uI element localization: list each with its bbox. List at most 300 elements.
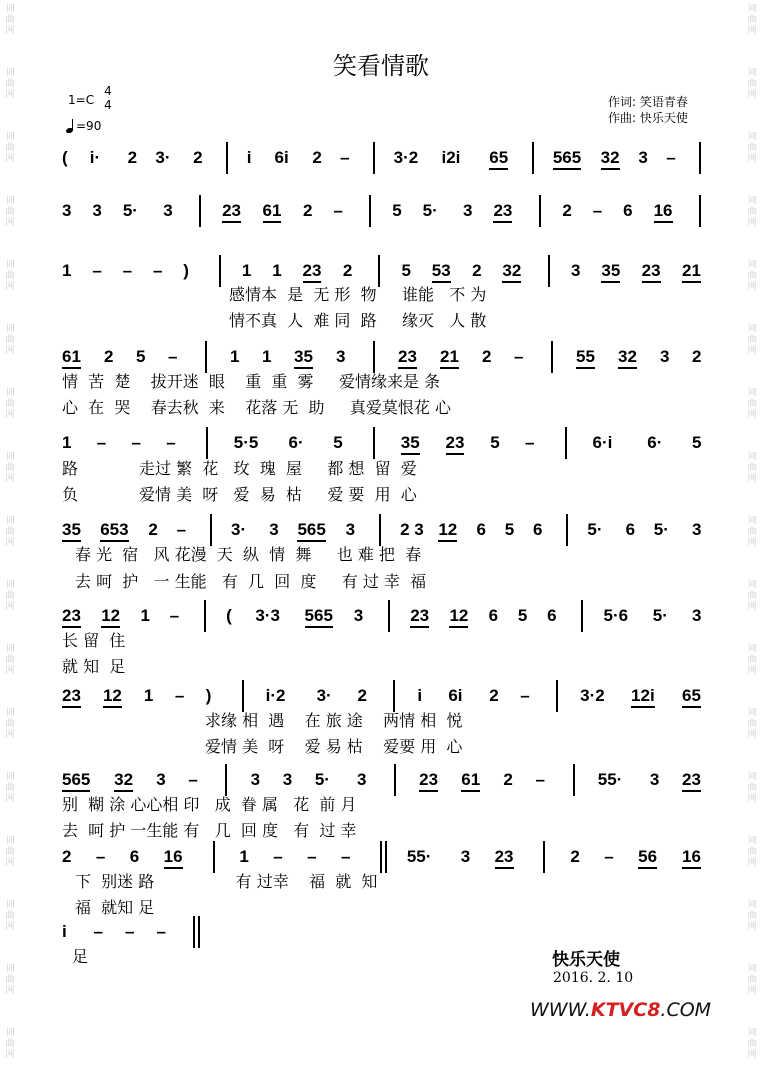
lyric-line: 去 呵 护 一生能 有 几 回 度 有 过 幸: [62, 821, 357, 840]
watermark-char: 网: [5, 666, 15, 676]
watermark-char: 网: [5, 154, 15, 164]
note: 5: [136, 347, 146, 366]
note: 6: [129, 847, 140, 866]
watermark-char: 曲: [747, 463, 757, 473]
note: 5: [392, 201, 402, 220]
note: i·2: [265, 686, 286, 705]
note: 1: [262, 347, 272, 366]
note: 2: [193, 148, 203, 167]
watermark-char: 曲: [747, 1039, 757, 1049]
note: –: [174, 686, 185, 705]
note: 3: [336, 347, 346, 366]
note: 3·: [155, 148, 171, 167]
watermark-char: 网: [5, 858, 15, 868]
watermark-char: 网: [5, 730, 15, 740]
bar-line: [548, 255, 550, 287]
note: 23: [62, 686, 81, 708]
watermark-char: 曲: [5, 719, 15, 729]
bar-line: [205, 341, 207, 373]
watermark-char: 词: [5, 260, 15, 270]
note: 1: [62, 433, 72, 452]
note: 16: [164, 847, 183, 869]
bar-line: [373, 341, 375, 373]
note: 35: [294, 347, 313, 369]
watermark-char: 曲: [5, 207, 15, 217]
watermark-char: 曲: [747, 271, 757, 281]
bar-line: [210, 514, 212, 546]
note: 3: [692, 520, 702, 539]
lyricist-credit: 作词: 笑语青春: [608, 95, 688, 109]
watermark-char: 网: [5, 90, 15, 100]
watermark-char: 词: [5, 516, 15, 526]
signature: 快乐天使: [552, 950, 620, 970]
watermark-char: 网: [747, 282, 757, 292]
note: 6: [623, 201, 633, 220]
note: –: [340, 148, 350, 167]
note: 55: [576, 347, 595, 369]
watermark-char: 词: [747, 644, 757, 654]
note: 3: [692, 606, 702, 625]
note: 3·: [231, 520, 247, 539]
note: 3: [282, 770, 293, 789]
bar-line: [539, 195, 541, 227]
watermark-char: 词: [747, 516, 757, 526]
note: 2: [148, 520, 158, 539]
website-part-2: KTVC8: [590, 999, 661, 1021]
note: –: [156, 922, 166, 941]
watermark-char: 网: [747, 26, 757, 36]
date: 2016. 2. 10: [553, 970, 634, 986]
lyric-line: 路 走过 繁 花 玫 瑰 屋 都 想 留 爱: [62, 459, 417, 478]
note: 23: [62, 606, 81, 628]
note: 1: [143, 686, 154, 705]
watermark-char: 词: [747, 452, 757, 462]
watermark-char: 网: [747, 346, 757, 356]
watermark-char: 曲: [747, 15, 757, 25]
note: 3: [163, 201, 173, 220]
bar-line: [581, 600, 583, 632]
note: (: [62, 148, 68, 167]
note: 23: [446, 433, 465, 455]
bar-line: [699, 195, 701, 227]
lyric-line: 春 光 宿 风 花漫 天 纵 情 舞 也 难 把 春: [75, 545, 422, 564]
note: 1: [230, 347, 240, 366]
watermark-char: 网: [5, 410, 15, 420]
watermark-char: 词: [747, 132, 757, 142]
note: 3: [156, 770, 166, 789]
note: 3: [92, 201, 102, 220]
watermark-char: 曲: [5, 79, 15, 89]
note: ): [183, 261, 189, 280]
website-part-3: .COM: [660, 999, 712, 1021]
watermark-char: 词: [5, 196, 15, 206]
note: 61: [263, 201, 282, 223]
note: 2 3: [400, 520, 424, 539]
note: 32: [618, 347, 637, 369]
note: 61: [461, 770, 480, 792]
note: 3·: [316, 686, 332, 705]
watermark-char: 网: [5, 474, 15, 484]
watermark-char: 网: [747, 666, 757, 676]
watermark-char: 网: [747, 730, 757, 740]
bar-line: [199, 195, 201, 227]
note: 6i: [274, 148, 289, 167]
tempo-marking: [66, 119, 101, 133]
watermark-char: 词: [747, 708, 757, 718]
note: 56: [638, 847, 657, 869]
bar-line: [556, 680, 558, 712]
note: –: [666, 148, 676, 167]
note: ): [205, 686, 212, 705]
note: –: [96, 433, 107, 452]
watermark-char: 网: [5, 922, 15, 932]
note: i·: [89, 148, 101, 167]
note: 3·3: [255, 606, 280, 625]
note: –: [273, 847, 283, 866]
note: 2: [562, 201, 572, 220]
bar-line: [394, 764, 396, 796]
note: 23: [493, 201, 512, 223]
note: 12: [103, 686, 122, 708]
lyric-line: 别 糊 涂 心心相 印 成 眷 属 花 前 月: [62, 795, 357, 814]
note: 5: [504, 520, 515, 539]
note: 5·: [652, 606, 668, 625]
note: 5: [692, 433, 702, 452]
bar-line: [379, 514, 381, 546]
watermark-char: 网: [5, 986, 15, 996]
time-signature-top: 4: [104, 84, 112, 98]
bar-line: [225, 764, 227, 796]
watermark-char: 网: [747, 474, 757, 484]
watermark-char: 曲: [747, 975, 757, 985]
note: –: [93, 922, 103, 941]
note: 2: [482, 347, 492, 366]
watermark-char: 曲: [5, 975, 15, 985]
note: 2: [62, 847, 72, 866]
note: 65: [682, 686, 701, 708]
note: 3: [638, 148, 648, 167]
key-signature: 1=C: [68, 93, 95, 107]
lyric-line: 去 呵 护 一 生能 有 几 回 度 有 过 幸 福: [75, 572, 427, 591]
note: 5·: [587, 520, 603, 539]
note: 2: [357, 686, 367, 705]
watermark-char: 曲: [5, 655, 15, 665]
note: –: [535, 770, 545, 789]
lyric-line: 情 苦 楚 拔开迷 眼 重 重 雾 爱情缘来是 条: [62, 372, 441, 391]
note: 565: [305, 606, 333, 628]
note: 2: [342, 261, 353, 280]
note: 1: [239, 847, 249, 866]
watermark-char: 词: [747, 1028, 757, 1038]
note: 5: [517, 606, 528, 625]
watermark-char: 词: [747, 4, 757, 14]
note: 1: [241, 261, 252, 280]
note: 6: [476, 520, 486, 539]
watermark-char: 网: [747, 858, 757, 868]
website-part-1: WWW.: [530, 999, 591, 1021]
watermark-char: 网: [747, 922, 757, 932]
watermark-char: 词: [5, 68, 15, 78]
watermark-char: 词: [747, 68, 757, 78]
bar-line: [206, 427, 208, 459]
note: 565: [62, 770, 90, 792]
note: –: [131, 433, 141, 452]
bar-line: [369, 195, 371, 227]
note: 2: [312, 148, 322, 167]
bar-line: [699, 142, 701, 174]
bar-line: [242, 680, 244, 712]
watermark-char: 词: [5, 836, 15, 846]
note: 565: [297, 520, 325, 542]
note: 32: [601, 148, 620, 170]
composer-credit: 作曲: 快乐天使: [608, 111, 688, 125]
watermark-char: 曲: [747, 591, 757, 601]
bar-line: [204, 600, 206, 632]
bar-line: [385, 841, 387, 873]
note: 23: [642, 261, 661, 283]
note: –: [341, 847, 351, 866]
bar-line: [566, 514, 568, 546]
note: 1: [140, 606, 150, 625]
watermark-char: 网: [747, 602, 757, 612]
note: 5·5: [233, 433, 259, 452]
watermark-char: 曲: [747, 207, 757, 217]
watermark-char: 词: [747, 900, 757, 910]
note: i: [62, 922, 67, 941]
note: –: [592, 201, 603, 220]
note: 6: [532, 520, 543, 539]
time-signature: [103, 84, 113, 112]
note: –: [514, 347, 524, 366]
note: 16: [654, 201, 673, 223]
bar-line: [380, 841, 382, 873]
song-title: 笑看情歌: [333, 52, 429, 80]
note: 3: [660, 347, 670, 366]
watermark-char: 曲: [747, 399, 757, 409]
watermark-char: 词: [747, 964, 757, 974]
watermark-left: [3, 0, 17, 1060]
watermark-char: 网: [5, 1050, 15, 1060]
note: 23: [410, 606, 429, 628]
note: 12i: [631, 686, 655, 708]
note: 1: [272, 261, 282, 280]
watermark-char: 网: [5, 794, 15, 804]
watermark-char: 曲: [5, 335, 15, 345]
watermark-char: 曲: [5, 143, 15, 153]
note: 23: [222, 201, 241, 223]
watermark-char: 词: [747, 260, 757, 270]
note: 5·: [422, 201, 438, 220]
note: –: [176, 520, 187, 539]
note: 2: [489, 686, 499, 705]
watermark-char: 曲: [747, 335, 757, 345]
note: 2: [127, 148, 138, 167]
watermark-char: 网: [5, 282, 15, 292]
note: –: [152, 261, 163, 280]
note: 2: [503, 770, 513, 789]
lyric-line: 心 在 哭 春去秋 来 花落 无 助 真爱莫恨花 心: [62, 398, 451, 417]
note: –: [307, 847, 317, 866]
bar-line: [388, 600, 390, 632]
note: 2: [302, 201, 313, 220]
bar-line: [193, 916, 195, 948]
watermark-char: 网: [5, 218, 15, 228]
note: 3·2: [580, 686, 605, 705]
watermark-char: 曲: [747, 79, 757, 89]
note: 61: [62, 347, 81, 369]
watermark-char: 曲: [747, 527, 757, 537]
watermark-char: 词: [5, 772, 15, 782]
note: 3: [460, 847, 471, 866]
lyric-line: 情不真 人 难 同 路 缘灭 人 散: [229, 311, 487, 330]
watermark-char: 词: [747, 324, 757, 334]
note: 53: [432, 261, 451, 283]
note: 65: [489, 148, 508, 170]
note: 3·2: [393, 148, 419, 167]
note: 5: [401, 261, 411, 280]
note: –: [525, 433, 535, 452]
tempo-value: =90: [76, 119, 102, 133]
watermark-char: 曲: [747, 783, 757, 793]
watermark-char: 网: [747, 538, 757, 548]
watermark-char: 词: [747, 580, 757, 590]
watermark-char: 词: [747, 388, 757, 398]
watermark-char: 网: [5, 538, 15, 548]
note: –: [166, 433, 176, 452]
quarter-note-icon: [66, 119, 74, 133]
watermark-char: 词: [5, 708, 15, 718]
watermark-char: 曲: [747, 719, 757, 729]
watermark-char: 曲: [747, 847, 757, 857]
lyric-line: 下 别迷 路 有 过幸 福 就 知: [75, 872, 378, 891]
note: 12: [101, 606, 120, 628]
watermark-char: 曲: [747, 911, 757, 921]
bar-line: [565, 427, 567, 459]
note: 21: [682, 261, 701, 283]
lyric-line: 求缘 相 遇 在 旅 途 两情 相 悦: [205, 711, 463, 730]
note: 3: [269, 520, 279, 539]
watermark-char: 词: [5, 324, 15, 334]
watermark-char: 词: [5, 644, 15, 654]
watermark-char: 词: [5, 964, 15, 974]
note: 5·6: [603, 606, 629, 625]
watermark-char: 词: [5, 900, 15, 910]
bar-line: [551, 341, 553, 373]
bar-line: [532, 142, 534, 174]
note: 3: [463, 201, 473, 220]
note: 35: [401, 433, 420, 455]
lyric-line: 福 就知 足: [75, 898, 155, 917]
watermark-char: 词: [5, 1028, 15, 1038]
note: 3: [649, 770, 660, 789]
note: i2i: [441, 148, 461, 167]
note: i: [246, 148, 252, 167]
lyric-line: 就 知 足: [62, 657, 126, 676]
note: 5·: [314, 770, 330, 789]
bar-line: [219, 255, 221, 287]
watermark-char: 曲: [747, 655, 757, 665]
watermark-char: 网: [5, 346, 15, 356]
watermark-char: 网: [747, 410, 757, 420]
note: –: [188, 770, 198, 789]
watermark-char: 曲: [5, 399, 15, 409]
watermark-char: 网: [747, 794, 757, 804]
note: 32: [502, 261, 521, 283]
note: 3: [345, 520, 356, 539]
note: 21: [440, 347, 459, 369]
note: 6i: [448, 686, 463, 705]
watermark-char: 词: [5, 132, 15, 142]
note: 6: [547, 606, 557, 625]
website-logo: [530, 999, 711, 1021]
note: –: [169, 606, 180, 625]
note: 2: [692, 347, 702, 366]
note: 55·: [406, 847, 432, 866]
watermark-char: 曲: [5, 591, 15, 601]
note: –: [604, 847, 614, 866]
watermark-char: 词: [5, 388, 15, 398]
note: 23: [398, 347, 417, 369]
watermark-char: 曲: [5, 1039, 15, 1049]
note: 23: [682, 770, 701, 792]
watermark-char: 词: [5, 4, 15, 14]
watermark-char: 曲: [5, 271, 15, 281]
bar-line: [373, 427, 375, 459]
note: 3: [250, 770, 261, 789]
watermark-char: 曲: [747, 143, 757, 153]
note: 6·: [288, 433, 304, 452]
note: 5·: [122, 201, 138, 220]
note: 16: [682, 847, 701, 869]
bar-line: [226, 142, 228, 174]
watermark-char: 网: [747, 218, 757, 228]
note: 35: [601, 261, 620, 283]
note: 12: [449, 606, 468, 628]
bar-line: [573, 764, 575, 796]
watermark-char: 网: [5, 26, 15, 36]
watermark-char: 网: [747, 1050, 757, 1060]
note: 3: [356, 770, 367, 789]
watermark-char: 曲: [5, 463, 15, 473]
bar-line: [198, 916, 200, 948]
lyric-line: 负 爱情 美 呀 爱 易 枯 爱 要 用 心: [62, 485, 417, 504]
watermark-char: 词: [747, 196, 757, 206]
watermark-char: 词: [747, 836, 757, 846]
lyric-line: 爱情 美 呀 爱 易 枯 爱要 用 心: [205, 737, 463, 756]
watermark-char: 网: [747, 986, 757, 996]
bar-line: [543, 841, 545, 873]
note: –: [333, 201, 343, 220]
note: –: [95, 847, 106, 866]
watermark-char: 曲: [5, 783, 15, 793]
watermark-char: 曲: [5, 527, 15, 537]
note: i: [417, 686, 423, 705]
watermark-char: 词: [5, 580, 15, 590]
note: 6·i: [592, 433, 613, 452]
watermark-char: 词: [747, 772, 757, 782]
note: –: [520, 686, 530, 705]
note: –: [125, 922, 135, 941]
watermark-char: 网: [747, 154, 757, 164]
lyric-line: 感情本 是 无 形 物 谁能 不 为: [229, 285, 487, 304]
note: 2: [472, 261, 482, 280]
watermark-char: 词: [5, 452, 15, 462]
watermark-char: 曲: [5, 911, 15, 921]
lyric-line: 足: [72, 947, 89, 966]
note: –: [168, 347, 178, 366]
note: 23: [303, 261, 322, 283]
lyric-line: 长 留 住: [62, 631, 126, 650]
